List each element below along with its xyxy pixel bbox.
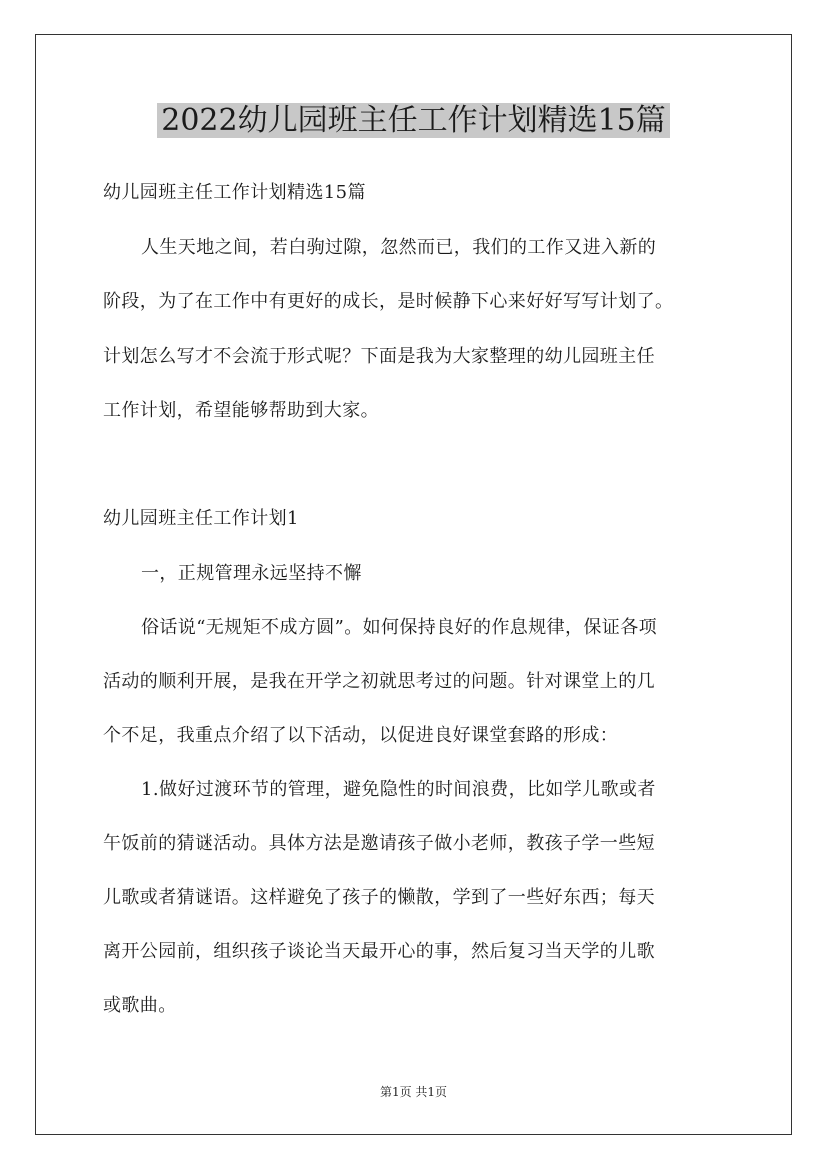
intro-line-4: 工作计划，希望能够帮助到大家。 bbox=[103, 400, 379, 421]
paragraph2-line-2: 午饭前的猜谜活动。具体方法是邀请孩子做小老师，教孩子学一些短 bbox=[103, 833, 655, 854]
intro-line-1: 人生天地之间，若白驹过隙，忽然而已，我们的工作又进入新的 bbox=[141, 237, 657, 258]
intro-line-3: 计划怎么写才不会流于形式呢？下面是我为大家整理的幼儿园班主任 bbox=[103, 346, 655, 367]
document-title-text: 2022幼儿园班主任工作计划精选15篇 bbox=[157, 103, 670, 138]
section-heading: 幼儿园班主任工作计划1 bbox=[103, 508, 299, 529]
document-subtitle: 幼儿园班主任工作计划精选15篇 bbox=[103, 182, 366, 203]
paragraph1-line-1: 俗话说“无规矩不成方圆”。如何保持良好的作息规律，保证各项 bbox=[141, 617, 658, 638]
document-title bbox=[0, 99, 827, 143]
paragraph1-line-2: 活动的顺利开展，是我在开学之初就思考过的问题。针对课堂上的几 bbox=[103, 671, 655, 692]
paragraph2-line-5: 或歌曲。 bbox=[103, 995, 177, 1016]
paragraph2-line-3: 儿歌或者猜谜语。这样避免了孩子的懒散，学到了一些好东西；每天 bbox=[103, 887, 655, 908]
intro-line-2: 阶段，为了在工作中有更好的成长，是时候静下心来好好写写计划了。 bbox=[103, 291, 674, 312]
paragraph2-line-1: 1.做好过渡环节的管理，避免隐性的时间浪费，比如学儿歌或者 bbox=[141, 779, 656, 800]
page-footer: 第1页 共1页 bbox=[379, 1085, 448, 1099]
paragraph2-line-4: 离开公园前，组织孩子谈论当天最开心的事，然后复习当天学的儿歌 bbox=[103, 941, 655, 962]
point-heading: 一，正规管理永远坚持不懈 bbox=[141, 563, 362, 584]
paragraph1-line-3: 个不足，我重点介绍了以下活动，以促进良好课堂套路的形成： bbox=[103, 725, 619, 746]
